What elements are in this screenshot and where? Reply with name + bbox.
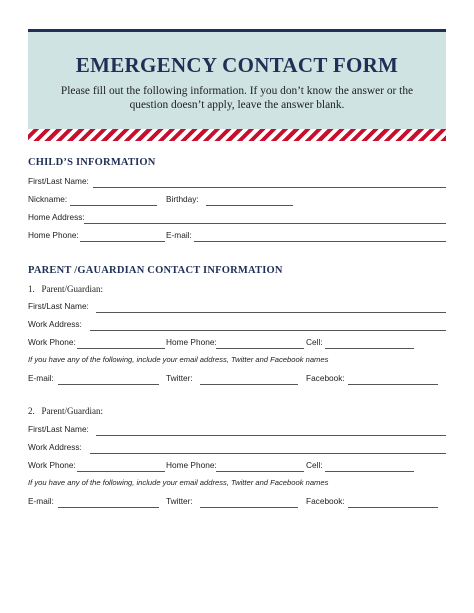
child-birthday-field[interactable]: [206, 205, 293, 206]
guardian-1-title: 1. Parent/Guardian:: [28, 284, 103, 294]
guardian-1-twitter-field[interactable]: [200, 384, 298, 385]
child-name-field[interactable]: [93, 187, 446, 188]
guardian-2-twitter-label: Twitter:: [166, 496, 193, 506]
child-phone-label: Home Phone:: [28, 230, 79, 240]
guardian-1-work-phone-label: Work Phone:: [28, 337, 76, 347]
striped-divider: [28, 129, 446, 141]
child-section-heading: CHILD’S INFORMATION: [28, 157, 156, 168]
guardian-1-email-field[interactable]: [58, 384, 159, 385]
guardian-2-email-field[interactable]: [58, 507, 159, 508]
guardian-1-work-phone-field[interactable]: [77, 348, 165, 349]
guardian-2-social-note: If you have any of the following, include your email address, Twitter and Facebook names: [28, 478, 329, 487]
guardian-2-work-phone-label: Work Phone:: [28, 460, 76, 470]
guardian-2-facebook-label: Facebook:: [306, 496, 345, 506]
header-banner: [28, 32, 446, 129]
instructions-line-2: question doesn’t apply, leave the answer blank.: [129, 99, 345, 111]
guardian-1-home-phone-field[interactable]: [216, 348, 304, 349]
guardian-2-work-address-label: Work Address:: [28, 442, 82, 452]
guardian-1-cell-label: Cell:: [306, 337, 323, 347]
instructions-line-1: Please fill out the following information. If you don’t know the answer or the: [60, 85, 414, 97]
child-address-field[interactable]: [84, 223, 446, 224]
guardian-1-home-phone-label: Home Phone:: [166, 337, 217, 347]
guardian-2-twitter-field[interactable]: [200, 507, 298, 508]
guardian-1-work-address-label: Work Address:: [28, 319, 82, 329]
child-email-label: E-mail:: [166, 230, 192, 240]
guardian-1-twitter-label: Twitter:: [166, 373, 193, 383]
form-instructions: [52, 84, 422, 112]
child-birthday-label: Birthday:: [166, 194, 199, 204]
guardian-1-work-address-field[interactable]: [90, 330, 446, 331]
child-phone-field[interactable]: [80, 241, 165, 242]
guardian-1-name-field[interactable]: [96, 312, 446, 313]
form-title: EMERGENCY CONTACT FORM: [75, 53, 399, 77]
guardian-1-name-label: First/Last Name:: [28, 301, 89, 311]
guardian-2-cell-label: Cell:: [306, 460, 323, 470]
guardian-2-facebook-field[interactable]: [348, 507, 438, 508]
guardian-2-name-label: First/Last Name:: [28, 424, 89, 434]
child-name-label: First/Last Name:: [28, 176, 89, 186]
parent-section-heading: PARENT /GAUARDIAN CONTACT INFORMATION: [28, 265, 283, 276]
guardian-2-title: 2. Parent/Guardian:: [28, 406, 103, 416]
child-nickname-field[interactable]: [70, 205, 157, 206]
guardian-1-facebook-field[interactable]: [348, 384, 438, 385]
child-email-field[interactable]: [194, 241, 446, 242]
guardian-2-home-phone-field[interactable]: [216, 471, 304, 472]
guardian-2-cell-field[interactable]: [325, 471, 414, 472]
guardian-2-name-field[interactable]: [96, 435, 446, 436]
guardian-2-email-label: E-mail:: [28, 496, 54, 506]
guardian-1-email-label: E-mail:: [28, 373, 54, 383]
child-address-label: Home Address:: [28, 212, 85, 222]
guardian-1-facebook-label: Facebook:: [306, 373, 345, 383]
child-nickname-label: Nickname:: [28, 194, 68, 204]
guardian-1-cell-field[interactable]: [325, 348, 414, 349]
guardian-2-work-phone-field[interactable]: [77, 471, 165, 472]
guardian-2-home-phone-label: Home Phone:: [166, 460, 217, 470]
guardian-2-work-address-field[interactable]: [90, 453, 446, 454]
guardian-1-social-note: If you have any of the following, include your email address, Twitter and Facebook names: [28, 355, 329, 364]
